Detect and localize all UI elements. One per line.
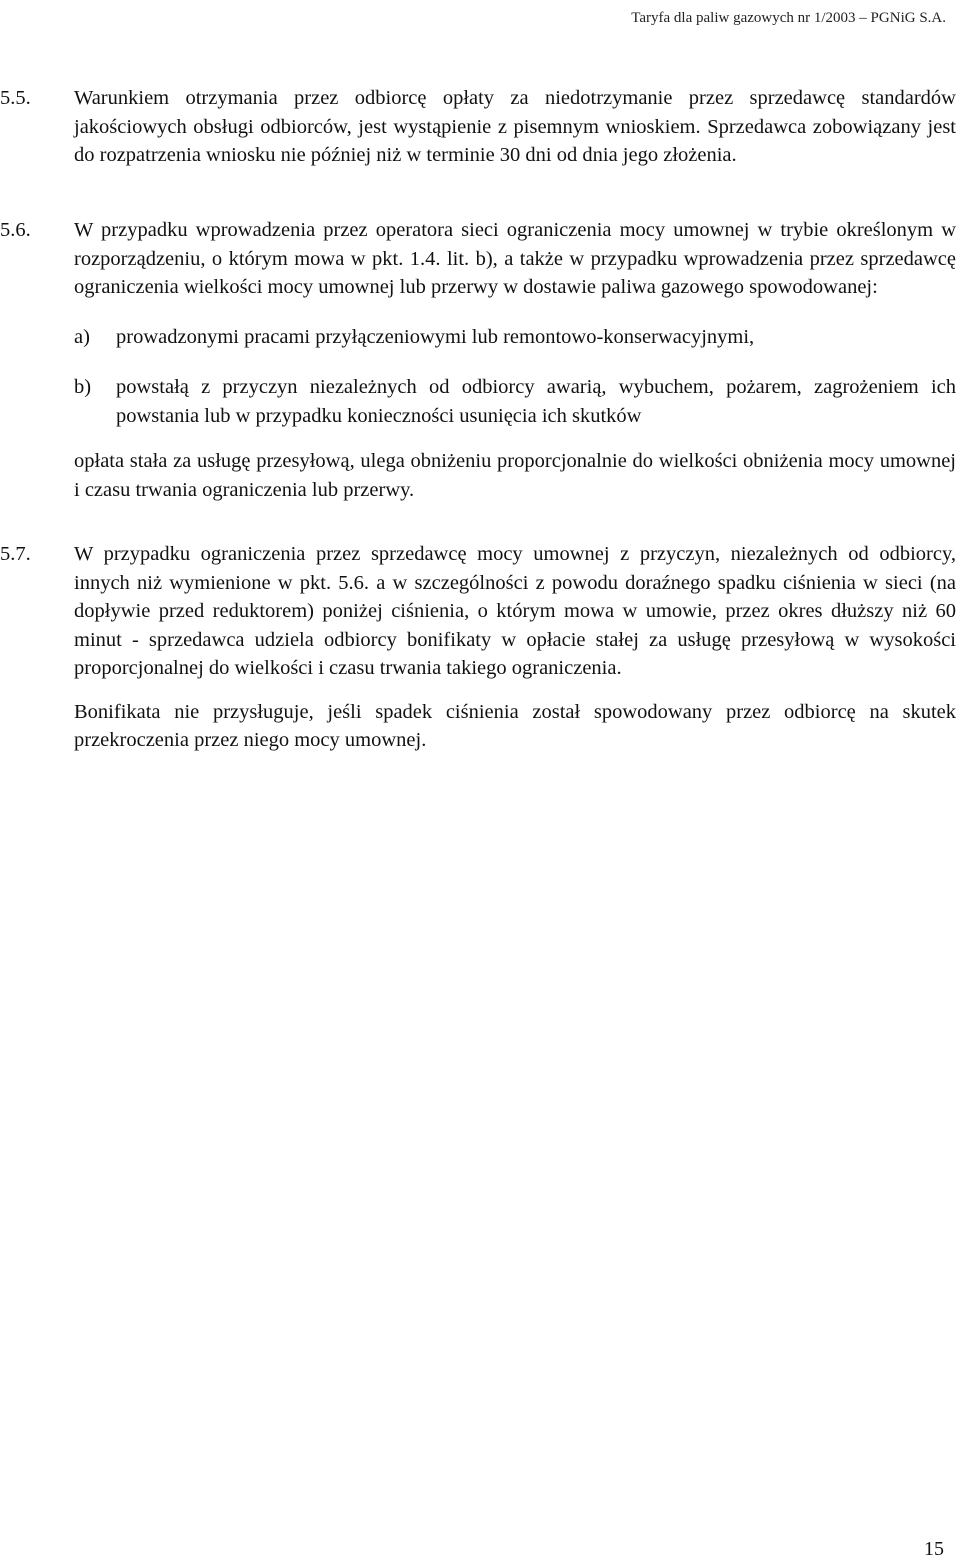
list-letter: b) <box>74 376 92 398</box>
list-item-text: powstałą z przyczyn niezależnych od odbiorcy awarią, wybuchem, pożarem, zagrożeniem ich powstania lub w przypadku konieczności usunięcia ich skutków <box>116 376 956 427</box>
page-number: 15 <box>924 1538 944 1560</box>
list-item-b <box>74 373 956 430</box>
section-5-7 <box>0 540 960 755</box>
section-5-6 <box>0 216 960 504</box>
section-number: 5.6. <box>0 219 31 241</box>
section-number: 5.7. <box>0 543 31 565</box>
section-5-5 <box>0 84 960 170</box>
list-letter: a) <box>74 325 90 348</box>
section-text: Warunkiem otrzymania przez odbiorcę opłaty za niedotrzymanie przez sprzedawcę standardów jakościowych obsługi odbiorców, jest wystąpienie z pisemnym wnioskiem. Sprzedawca zobowiązany jest do rozpatrzenia wniosku nie później niż w terminie 30 dni od dnia jego złożenia. <box>74 87 956 166</box>
section-number: 5.5. <box>0 87 31 109</box>
section-text: W przypadku wprowadzenia przez operatora sieci ograniczenia mocy umownej w trybie określonym w rozporządzeniu, o którym mowa w pkt. 1.4. lit. b), a także w przypadku wprowadzenia przez sprzedawcę ograniczenia wielkości mocy umownej lub przerwy w dostawie paliwa gazowego spowodowanej: <box>74 219 956 298</box>
list-item-text: prowadzonymi pracami przyłączeniowymi lub remontowo-konserwacyjnymi, <box>116 325 755 348</box>
list-item-a <box>74 323 956 352</box>
section-text: W przypadku ograniczenia przez sprzedawcę mocy umownej z przyczyn, niezależnych od odbiorcy, innych niż wymienione w pkt. 5.6. a w szczególności z powodu doraźnego spadku ciśnienia w sieci (na dopływie przed reduktorem) poniżej ciśnienia, o którym mowa w umowie, przez okres dłuższy niż 60 minut - sprzedawca udziela odbiorcy bonifikaty w opłacie stałej za usługę przesyłową w wysokości proporcjonalnej do wielkości i czasu trwania takiego ograniczenia. <box>74 543 956 679</box>
section-note: Bonifikata nie przysługuje, jeśli spadek ciśnienia został spowodowany przez odbiorcę na skutek przekroczenia przez niego mocy umownej. <box>74 700 956 751</box>
running-header: Taryfa dla paliw gazowych nr 1/2003 – PGNiG S.A. <box>631 10 946 26</box>
section-closing-text: opłata stała za usługę przesyłową, ulega obniżeniu proporcjonalnie do wielkości obniżenia mocy umownej i czasu trwania ograniczenia lub przerwy. <box>74 450 956 501</box>
